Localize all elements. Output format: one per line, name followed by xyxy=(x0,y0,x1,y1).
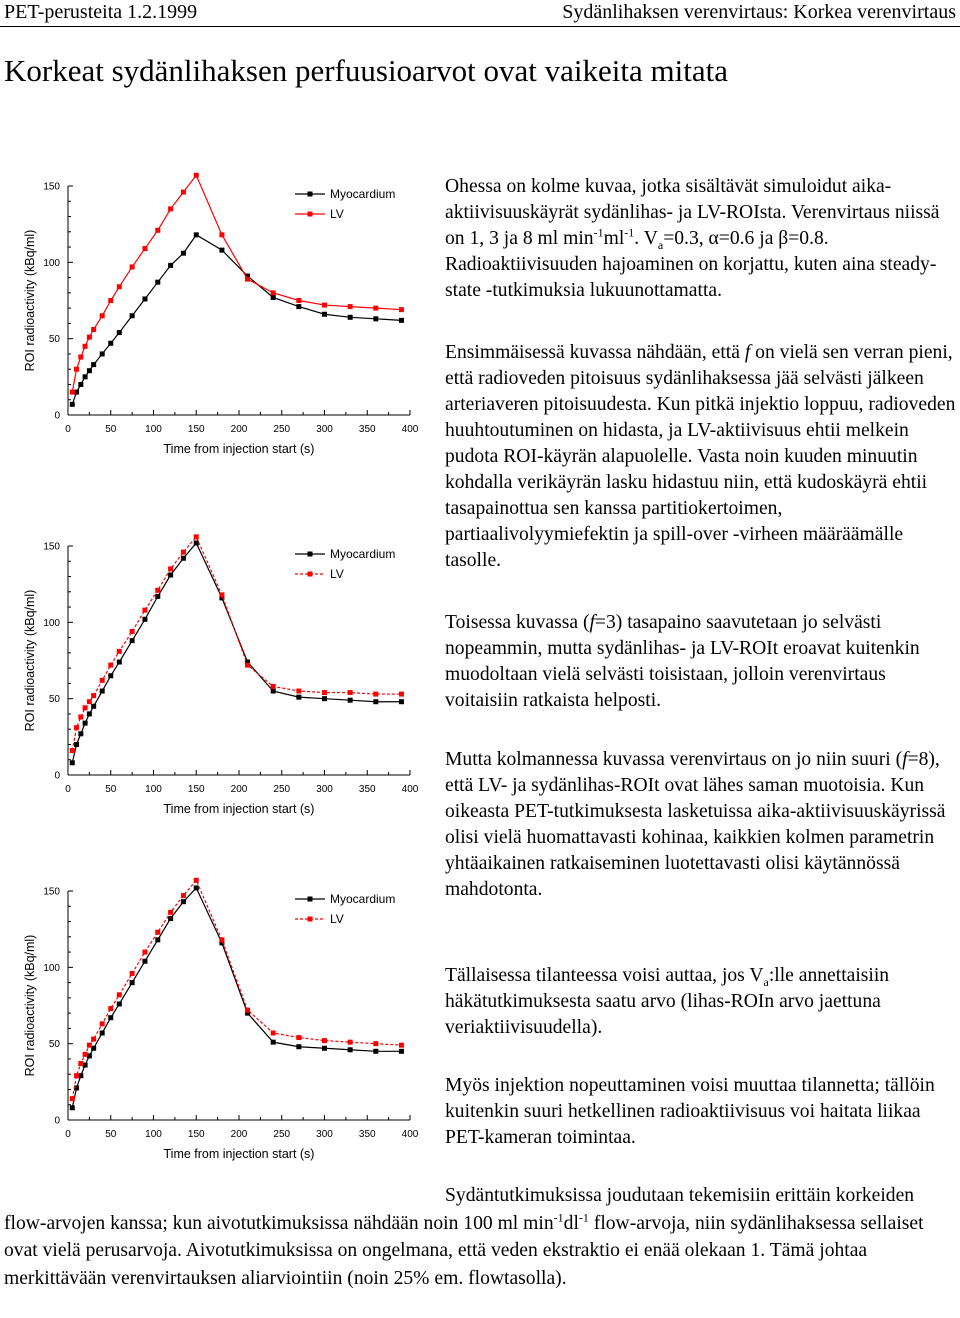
data-point-myocardium xyxy=(322,1046,327,1051)
data-point-myocardium xyxy=(271,1040,276,1045)
data-point-lv xyxy=(181,550,186,555)
data-point-myocardium xyxy=(70,760,75,765)
y-tick-label: 50 xyxy=(48,334,60,346)
data-point-lv xyxy=(271,290,276,295)
x-tick-label: 50 xyxy=(105,784,117,795)
data-point-lv xyxy=(74,1073,79,1078)
data-point-lv xyxy=(91,693,96,698)
data-point-myocardium xyxy=(219,248,224,253)
p1-text-a: Ohessa on kolme kuvaa, jotka sisältävät simuloidut aika-aktiivisuuskäyrät sydänlihas- ja LV-ROIsta. Verenvirtaus niissä on 1, 3 ja 8 ml min xyxy=(445,176,940,249)
y-axis-label: ROI radioactivity (kBq/ml) xyxy=(23,589,37,732)
x-tick-label: 250 xyxy=(273,424,291,435)
data-point-myocardium xyxy=(78,382,83,387)
data-point-myocardium xyxy=(142,617,147,622)
x-tick-label: 150 xyxy=(187,424,205,435)
data-point-lv xyxy=(78,354,83,359)
chart-1-svg xyxy=(0,170,440,470)
data-point-lv xyxy=(74,367,79,372)
data-point-myocardium xyxy=(83,721,88,726)
data-point-lv xyxy=(70,390,75,395)
data-point-myocardium xyxy=(296,304,301,309)
data-point-myocardium xyxy=(168,573,173,578)
data-point-lv xyxy=(70,748,75,753)
y-tick-label: 50 xyxy=(48,694,60,706)
data-point-myocardium xyxy=(117,330,122,335)
data-point-myocardium xyxy=(100,351,105,356)
data-point-myocardium xyxy=(348,1047,353,1052)
data-point-myocardium xyxy=(108,341,113,346)
data-point-lv xyxy=(87,335,92,340)
data-point-myocardium xyxy=(87,1053,92,1058)
header-left: PET-perusteita 1.2.1999 xyxy=(4,1,198,23)
data-point-myocardium xyxy=(91,704,96,709)
data-point-myocardium xyxy=(117,1001,122,1006)
data-point-myocardium xyxy=(100,689,105,694)
data-point-myocardium xyxy=(130,638,135,643)
x-tick-label: 350 xyxy=(358,1129,376,1140)
p7-sup-2: -1 xyxy=(578,1209,589,1224)
data-point-myocardium xyxy=(130,980,135,985)
p1-text-d: =0.3, α=0.6 ja β=0.8. Radioaktiivisuuden hajoaminen on korjattu, kuten aina steady-state -tutkimuksia lukuunottamatta. xyxy=(445,228,937,301)
data-point-lv xyxy=(296,689,301,694)
data-point-lv xyxy=(322,690,327,695)
data-point-myocardium xyxy=(142,296,147,301)
legend-label: Myocardium xyxy=(330,547,396,561)
data-point-lv xyxy=(194,173,199,178)
x-tick-label: 400 xyxy=(401,784,419,795)
x-axis-label: Time from injection start (s) xyxy=(163,442,315,456)
legend-label: LV xyxy=(330,567,344,581)
data-point-lv xyxy=(83,344,88,349)
data-point-lv xyxy=(142,950,147,955)
data-point-lv xyxy=(348,304,353,309)
data-point-lv xyxy=(74,725,79,730)
data-point-myocardium xyxy=(399,699,404,704)
data-point-myocardium xyxy=(87,711,92,716)
paragraph-6: Myös injektion nopeuttaminen voisi muuttaa tilannetta; tällöin kuitenkin suuri hetkellinen radioaktiivisuus voi haitata liikaa PET-kameran toimintaa. xyxy=(445,1075,935,1148)
data-point-myocardium xyxy=(373,1049,378,1054)
data-point-lv xyxy=(78,714,83,719)
data-point-myocardium xyxy=(74,742,79,747)
data-point-lv xyxy=(168,206,173,211)
data-point-myocardium xyxy=(348,315,353,320)
p7-text-c: flow-arvoja, niin sydänlihaksessa sellaiset ovat vielä perusarvoja. Aivotutkimuksissa on ongelmana, että veden ekstraktio ei enää olekaan 1. Tämä johtaa merkittävään verenvirtauksen aliarviointiin (noin 25% em. flowtasolla). xyxy=(4,1212,924,1289)
data-point-myocardium xyxy=(181,899,186,904)
data-point-myocardium xyxy=(83,374,88,379)
data-point-lv xyxy=(117,284,122,289)
data-point-lv xyxy=(155,588,160,593)
data-point-lv xyxy=(108,663,113,668)
x-tick-label: 250 xyxy=(273,784,291,795)
y-axis-label: ROI radioactivity (kBq/ml) xyxy=(23,934,37,1077)
x-tick-label: 300 xyxy=(316,424,333,435)
data-point-lv xyxy=(181,893,186,898)
data-point-myocardium xyxy=(194,232,199,237)
data-point-myocardium xyxy=(296,1044,301,1049)
data-point-myocardium xyxy=(100,1030,105,1035)
data-point-myocardium xyxy=(399,318,404,323)
data-point-myocardium xyxy=(70,402,75,407)
p1-text-c: . V xyxy=(634,228,658,249)
chart-2 xyxy=(0,530,440,830)
data-point-myocardium xyxy=(271,689,276,694)
data-point-lv xyxy=(117,649,122,654)
p3-text-b: =3) tasapaino saavutetaan jo selvästi nopeammin, mutta sydänlihas- ja LV-ROIt eroavat kuitenkin muodoltaan vielä selvästi toisistaan, jolloin verenvirtaus voitaisiin ratkaista helposti. xyxy=(445,612,920,711)
data-point-lv xyxy=(142,608,147,613)
data-point-lv xyxy=(373,1041,378,1046)
x-axis-label: Time from injection start (s) xyxy=(163,1147,315,1161)
paragraph-1 xyxy=(445,174,957,304)
data-point-myocardium xyxy=(373,699,378,704)
data-point-lv xyxy=(219,232,224,237)
y-tick-label: 100 xyxy=(43,257,60,269)
legend-marker xyxy=(308,212,313,217)
header-right: Sydänlihaksen verenvirtaus: Korkea verenvirtaus xyxy=(562,1,956,23)
x-tick-label: 200 xyxy=(230,1129,248,1140)
data-point-lv xyxy=(91,1037,96,1042)
data-point-myocardium xyxy=(108,673,113,678)
data-point-myocardium xyxy=(181,556,186,561)
chart-2-svg xyxy=(0,530,440,830)
data-point-myocardium xyxy=(348,698,353,703)
chart-3 xyxy=(0,875,440,1175)
chart-3-svg xyxy=(0,875,440,1175)
data-point-myocardium xyxy=(130,313,135,318)
data-point-lv xyxy=(296,298,301,303)
legend-label: Myocardium xyxy=(330,892,396,906)
data-point-lv xyxy=(155,228,160,233)
x-tick-label: 400 xyxy=(401,1129,419,1140)
data-point-lv xyxy=(130,629,135,634)
paragraph-3 xyxy=(445,610,957,714)
series-line-lv xyxy=(72,537,401,751)
data-point-myocardium xyxy=(155,937,160,942)
data-point-lv xyxy=(78,1061,83,1066)
p2-var-f: f xyxy=(744,342,751,363)
y-tick-label: 100 xyxy=(43,617,60,629)
data-point-lv xyxy=(271,1030,276,1035)
data-point-lv xyxy=(373,692,378,697)
data-point-lv xyxy=(87,1043,92,1048)
y-tick-label: 0 xyxy=(54,770,60,782)
x-tick-label: 200 xyxy=(230,424,248,435)
data-point-lv xyxy=(108,1006,113,1011)
data-point-lv xyxy=(348,1040,353,1045)
data-point-myocardium xyxy=(70,1105,75,1110)
data-point-myocardium xyxy=(194,885,199,890)
data-point-myocardium xyxy=(296,695,301,700)
p5-text-b: :lle annettaisiin häkätutkimuksesta saatu arvo (lihas-ROIn arvo jaettuna veriaktiivisuudella). xyxy=(445,965,890,1038)
y-tick-label: 0 xyxy=(54,1115,60,1127)
data-point-myocardium xyxy=(87,368,92,373)
p1-sup-1: -1 xyxy=(593,225,604,240)
data-point-myocardium xyxy=(83,1063,88,1068)
data-point-lv xyxy=(181,190,186,195)
x-tick-label: 250 xyxy=(273,1129,291,1140)
legend-label: Myocardium xyxy=(330,187,396,201)
data-point-lv xyxy=(70,1096,75,1101)
data-point-lv xyxy=(194,534,199,539)
p1-sup-2: -1 xyxy=(624,225,635,240)
p1-sub: a xyxy=(657,237,664,252)
y-tick-label: 150 xyxy=(43,886,60,898)
p7-text-a: Sydäntutkimuksissa joudutaan tekemisiin erittäin korkeiden flow-arvojen kanssa; kun aivotutkimuksissa nähdään noin 100 ml min xyxy=(4,1185,915,1234)
data-point-lv xyxy=(155,930,160,935)
x-tick-label: 300 xyxy=(316,1129,333,1140)
data-point-lv xyxy=(245,1008,250,1013)
p5-text-a: Tällaisessa tilanteessa voisi auttaa, jos V xyxy=(445,965,764,986)
legend-marker xyxy=(308,897,313,902)
data-point-lv xyxy=(87,699,92,704)
x-tick-label: 350 xyxy=(358,784,376,795)
x-tick-label: 0 xyxy=(65,784,71,795)
legend-label: LV xyxy=(330,912,344,926)
series-line-lv xyxy=(72,175,401,392)
series-line-lv xyxy=(72,880,401,1098)
legend-marker xyxy=(308,192,313,197)
x-tick-label: 0 xyxy=(65,424,71,435)
chart-1 xyxy=(0,170,440,470)
x-tick-label: 200 xyxy=(230,784,248,795)
legend-marker xyxy=(308,572,313,577)
data-point-myocardium xyxy=(74,390,79,395)
data-point-lv xyxy=(100,313,105,318)
paragraph-2 xyxy=(445,340,957,574)
data-point-myocardium xyxy=(168,916,173,921)
p4-text-a: Mutta kolmannessa kuvassa verenvirtaus on jo niin suuri ( xyxy=(445,749,903,770)
data-point-myocardium xyxy=(78,1073,83,1078)
data-point-myocardium xyxy=(142,959,147,964)
data-point-lv xyxy=(91,327,96,332)
y-tick-label: 50 xyxy=(48,1039,60,1051)
data-point-lv xyxy=(168,910,173,915)
p2-text-a: Ensimmäisessä kuvassa nähdään, että xyxy=(445,342,745,363)
data-point-myocardium xyxy=(91,362,96,367)
data-point-lv xyxy=(271,684,276,689)
p4-var-f: f xyxy=(902,749,908,770)
paragraph-4 xyxy=(445,747,957,903)
data-point-lv xyxy=(245,277,250,282)
data-point-myocardium xyxy=(271,295,276,300)
data-point-lv xyxy=(348,690,353,695)
paragraph-7 xyxy=(4,1182,954,1292)
paragraph-5 xyxy=(445,963,957,1041)
x-tick-label: 400 xyxy=(401,424,419,435)
data-point-myocardium xyxy=(91,1046,96,1051)
data-point-myocardium xyxy=(181,251,186,256)
series-line-myocardium xyxy=(72,888,401,1108)
y-tick-label: 0 xyxy=(54,410,60,422)
data-point-lv xyxy=(399,1043,404,1048)
data-point-myocardium xyxy=(155,594,160,599)
data-point-myocardium xyxy=(168,263,173,268)
data-point-lv xyxy=(399,307,404,312)
header-divider xyxy=(0,26,960,27)
x-axis-label: Time from injection start (s) xyxy=(163,802,315,816)
data-point-lv xyxy=(100,678,105,683)
y-tick-label: 150 xyxy=(43,541,60,553)
x-tick-label: 50 xyxy=(105,424,117,435)
data-point-myocardium xyxy=(322,696,327,701)
x-tick-label: 100 xyxy=(145,424,162,435)
x-tick-label: 300 xyxy=(316,784,333,795)
page-title: Korkeat sydänlihaksen perfuusioarvot ovat vaikeita mitata xyxy=(4,53,728,88)
y-axis-label: ROI radioactivity (kBq/ml) xyxy=(23,229,37,372)
data-point-lv xyxy=(219,937,224,942)
x-tick-label: 50 xyxy=(105,1129,117,1140)
data-point-lv xyxy=(142,246,147,251)
data-point-lv xyxy=(399,692,404,697)
x-tick-label: 350 xyxy=(358,424,376,435)
data-point-lv xyxy=(83,1052,88,1057)
data-point-lv xyxy=(245,663,250,668)
p4-text-b: =8), että LV- ja sydänlihas-ROIt ovat lähes saman muotoisia. Kun oikeasta PET-tutkimuksesta lasketuissa aika-aktiivisuuskäyrissä olisi vielä huomattavasti kohinaa, kaikkien kolmen parametrin yhtäaikainen ratkaiseminen luotettavasti olisi käytännössä mahdotonta. xyxy=(445,749,946,900)
p3-text-a: Toisessa kuvassa ( xyxy=(445,612,590,633)
legend-marker xyxy=(308,917,313,922)
p7-sup-1: -1 xyxy=(553,1209,564,1224)
data-point-lv xyxy=(130,264,135,269)
data-point-myocardium xyxy=(399,1049,404,1054)
data-point-lv xyxy=(168,566,173,571)
data-point-lv xyxy=(100,1021,105,1026)
data-point-lv xyxy=(130,971,135,976)
data-point-myocardium xyxy=(322,312,327,317)
data-point-myocardium xyxy=(373,316,378,321)
p5-sub: a xyxy=(763,974,769,989)
data-point-lv xyxy=(322,303,327,308)
x-tick-label: 100 xyxy=(145,784,162,795)
data-point-lv xyxy=(322,1038,327,1043)
data-point-lv xyxy=(108,298,113,303)
y-tick-label: 100 xyxy=(43,962,60,974)
data-point-lv xyxy=(194,878,199,883)
data-point-myocardium xyxy=(117,660,122,665)
x-tick-label: 0 xyxy=(65,1129,71,1140)
data-point-lv xyxy=(117,992,122,997)
p1-text-b: ml xyxy=(603,228,625,249)
data-point-myocardium xyxy=(194,540,199,545)
data-point-myocardium xyxy=(78,731,83,736)
x-tick-label: 100 xyxy=(145,1129,162,1140)
x-tick-label: 150 xyxy=(187,784,205,795)
data-point-lv xyxy=(373,306,378,311)
data-point-lv xyxy=(296,1035,301,1040)
legend-marker xyxy=(308,552,313,557)
x-tick-label: 150 xyxy=(187,1129,205,1140)
data-point-myocardium xyxy=(155,280,160,285)
p3-var-f: f xyxy=(589,612,595,633)
data-point-lv xyxy=(219,592,224,597)
y-tick-label: 150 xyxy=(43,181,60,193)
legend-label: LV xyxy=(330,207,344,221)
p7-text-b: dl xyxy=(563,1212,579,1234)
data-point-myocardium xyxy=(108,1015,113,1020)
p2-text-b: on vielä sen verran pieni, että radioveden pitoisuus sydänlihaksessa jää selvästi jälkeen arteriaveren pitoisuudesta. Kun pitkä injektio loppuu, radioveden huuhtoutuminen on hidasta, ja LV-aktiivisuus ehtii melkein pudota ROI-käyrän alapuolelle. Vasta noin kuuden minuutin kohdalla verikäyrän lasku hidastuu niin, että kudoskäyrä ehtii tasapainottua sen kanssa partitiokertoimen, partiaalivolyymiefektin ja spill-over -virheen määräämälle tasolle. xyxy=(445,342,956,571)
data-point-lv xyxy=(83,705,88,710)
